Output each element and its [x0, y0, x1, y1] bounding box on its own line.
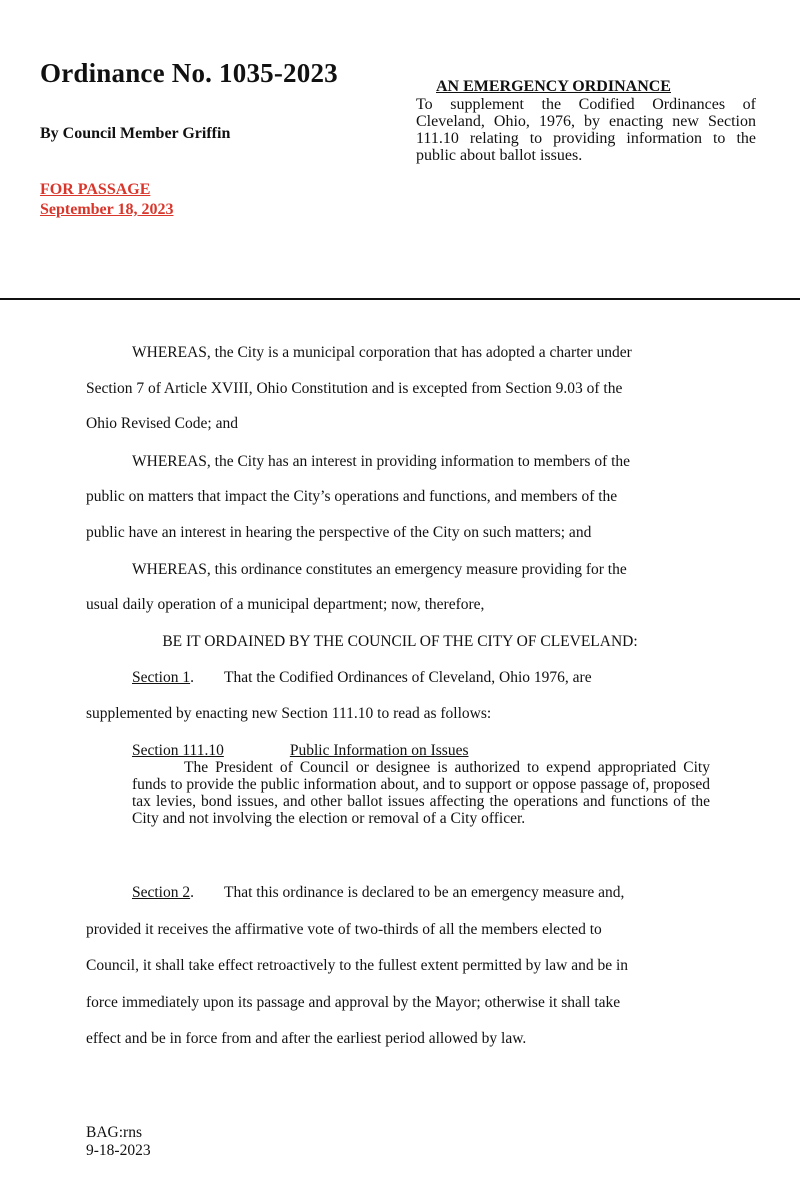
- new-section-text: The President of Council or designee is authorized to expend appropriated City funds to provide the public information about, and to support or oppose passage of, proposed tax levies, bond issues, and other ballot issues affecting the operations and functions of the City and not involving the election or removal of a City officer.: [132, 759, 710, 827]
- whereas3-line2: usual daily operation of a municipal department; now, therefore,: [86, 596, 485, 613]
- whereas2-line1: WHEREAS, the City has an interest in providing information to members of the: [132, 453, 631, 470]
- ordained-clause: BE IT ORDAINED BY THE COUNCIL OF THE CITY OF CLEVELAND:: [162, 633, 638, 650]
- whereas1-line2: Section 7 of Article XVIII, Ohio Constitution and is excepted from Section 9.03 of the: [86, 380, 623, 397]
- section2-line4: force immediately upon its passage and approval by the Mayor; otherwise it shall take: [86, 994, 621, 1011]
- passage-stamp: [40, 180, 173, 220]
- emergency-summary: To supplement the Codified Ordinances of Cleveland, Ohio, 1976, by enacting new Section 111.10 relating to providing information to the public about ballot issues.: [416, 96, 756, 164]
- new-section-number: Section 111.10: [132, 742, 224, 759]
- section1-label: Section 1: [132, 669, 191, 686]
- whereas3-line1: WHEREAS, this ordinance constitutes an emergency measure providing for the: [132, 561, 627, 578]
- whereas2-line3: public have an interest in hearing the perspective of the City on such matters; and: [86, 524, 592, 541]
- emergency-heading: AN EMERGENCY ORDINANCE: [436, 78, 671, 95]
- section2-text: That this ordinance is declared to be an emergency measure and,: [224, 884, 625, 901]
- section2-line5: effect and be in force from and after the earliest period allowed by law.: [86, 1030, 527, 1047]
- section1-period: .: [190, 669, 194, 686]
- section2-label: Section 2: [132, 884, 191, 901]
- footer-date: 9-18-2023: [86, 1142, 151, 1159]
- section2-period: .: [190, 884, 194, 901]
- new-section-heading: [132, 742, 710, 759]
- section1-text: That the Codified Ordinances of Cleveland, Ohio 1976, are: [224, 669, 592, 686]
- whereas1-line1: WHEREAS, the City is a municipal corporation that has adopted a charter under: [132, 344, 632, 361]
- footer-initials: BAG:rns: [86, 1124, 142, 1141]
- section2-line3: Council, it shall take effect retroactively to the fullest extent permitted by law and be in: [86, 957, 629, 974]
- section2-line1: [132, 884, 624, 902]
- section1-line2: supplemented by enacting new Section 111.10 to read as follows:: [86, 705, 492, 722]
- sponsor-line: By Council Member Griffin: [40, 125, 231, 142]
- new-section-block: [132, 742, 710, 827]
- header-divider: [0, 298, 800, 300]
- ordinance-title: Ordinance No. 1035-2023: [40, 58, 338, 88]
- section1-line1: [132, 669, 592, 687]
- footer-block: [86, 1124, 151, 1160]
- section2-line2: provided it receives the affirmative vote of two-thirds of all the members elected to: [86, 921, 602, 938]
- whereas2-line2: public on matters that impact the City’s operations and functions, and members of the: [86, 488, 618, 505]
- new-section-title: Public Information on Issues: [289, 742, 469, 759]
- whereas1-line3: Ohio Revised Code; and: [86, 415, 238, 432]
- passage-label: FOR PASSAGE: [40, 181, 151, 198]
- passage-date: September 18, 2023: [40, 201, 174, 218]
